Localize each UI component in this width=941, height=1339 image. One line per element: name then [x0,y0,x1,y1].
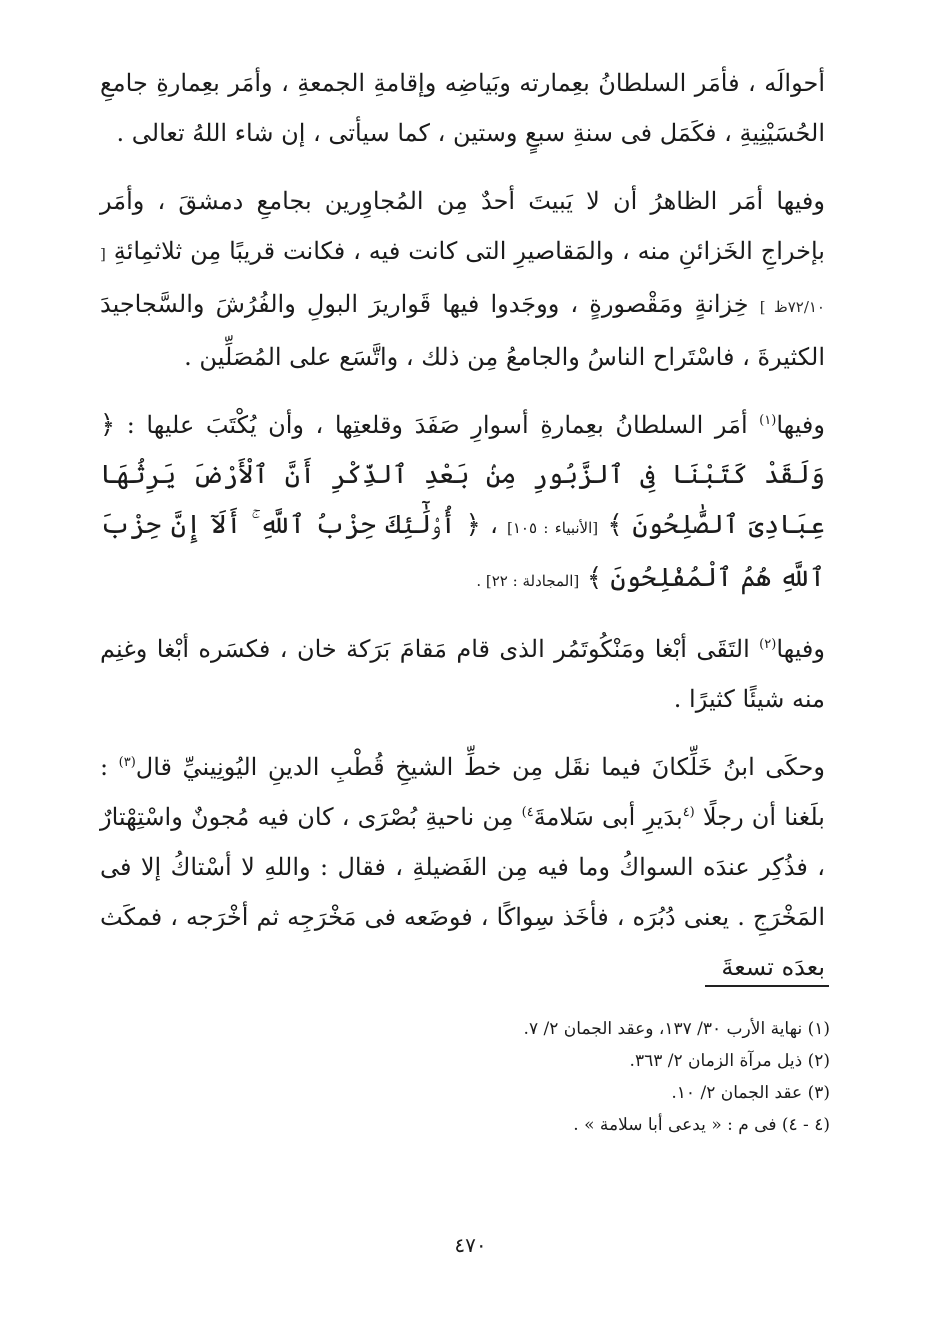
paragraph-3 [100,400,825,606]
separator: ، [490,511,498,539]
footnote-marker-4-open[interactable]: (٤ [682,805,695,820]
main-text [100,58,825,1010]
paragraph-3-text-b: أمَر السلطانُ بعِمارةِ أسوارِ صَفَدَ وقلعتِها ، وأن يُكْتَبَ عليها : [126,411,748,439]
footnote-4: (٤ - ٤) فى م : « يدعى أبا سلامة » . [573,1115,830,1135]
paragraph-4 [100,624,825,724]
paragraph-4-text-a: وفيها [776,635,825,663]
paragraph-5 [100,742,825,992]
footnote-2: (٢) ذيل مرآة الزمان ٢/ ٣٦٣. [629,1051,830,1071]
footnote-3: (٣) عقد الجمان ٢/ ١٠. [671,1083,830,1103]
paragraph-1 [100,58,825,158]
footnote-marker-4-close[interactable]: ٤) [521,805,534,820]
paragraph-2-text-a: وفيها أمَر الظاهرُ أن لا يَبيتَ أحدٌ مِن المُجاوِرين بجامعِ دمشقَ ، وأمَر بإخراجِ الخَزائنِ منه ، والمَقاصيرِ التى كانت فيه ، فكانت قريبًا مِن ثلاثمِائةِ [100,187,825,265]
paragraph-3-text-a: وفيها [776,411,825,439]
paragraph-5-text-d: مِن ناحيةِ بُصْرَى ، كان فيه مُجونٌ واسْتِهْتارٌ ، فذُكِر عندَه السواكُ وما فيه مِن الفَضيلةِ ، فقال : واللهِ لا أسْتاكُ إلا فى المَخْرَجِ . يعنى دُبُرَه ، فأخَذ سِواكًا ، فوضَعه فى مَخْرَجِه ثم أخْرَجه ، فمكَث بعدَه تسعةَ [100,803,825,981]
paragraph-2 [100,176,825,382]
footnotes [100,1013,830,1141]
footnote-marker-2[interactable]: (٢) [759,637,777,652]
quran-verse-2: ﴿ أُو۟لَٰٓئِكَ حِزْبُ ٱللَّهِ ۚ أَلَآ إِنَّ حِزْبَ ٱللَّهِ هُمُ ٱلْمُفْلِحُونَ ﴾ [100,510,825,593]
footnote-divider [705,985,829,987]
footnote-1: (١) نهاية الأرب ٣٠/ ١٣٧، وعقد الجمان ٢/ ٧. [523,1019,830,1039]
paragraph-5-text-a: وحكَى ابنُ خَلِّكانَ فيما نقَل مِن خطِّ الشيخِ قُطْبِ الدينِ اليُونِينيِّ قال [135,753,825,781]
footnote-marker-1[interactable]: (١) [759,413,777,428]
paragraph-5-text-c: بدَيرِ أبى سَلامةَ [533,803,683,831]
paragraph-1-text: أحوالَه ، فأمَر السلطانُ بعِمارته وبَياضِه وإقامةِ الجمعةِ ، وأمَر بعِمارةِ جامعِ الحُسَيْنِيةِ ، فكَمَل فى سنةِ سبعٍ وستين ، كما سيأتى ، إن شاء اللهُ تعالى . [100,69,825,147]
quran-citation-1: [الأنبياء : ١٠٥] [507,519,599,537]
footnote-marker-3[interactable]: (٣) [118,755,136,770]
manuscript-folio-ref: [ ٧٢/١٠ظ ] [100,245,825,316]
quran-verse-1: ﴿ وَلَقَدْ كَتَبْنَا فِى ٱلزَّبُورِ مِنۢ بَعْدِ ٱلذِّكْرِ أَنَّ ٱلْأَرْضَ يَرِثُهَا عِبَادِىَ ٱلصَّٰلِحُونَ ﴾ [100,410,825,540]
page-number: ٤٧٠ [454,1233,487,1257]
paragraph-4-text-b: التَقَى أبْغا ومَنْكُوتَمُر الذى قام مَقامَ بَرَكة خان ، فكسَره أبْغا وغنِم منه شيئًا كثيرًا . [100,635,825,713]
quran-citation-2: [المجادلة : ٢٢] . [476,572,580,590]
paragraph-2-text-b: خِزانةٍ ومَقْصورةٍ ، ووجَدوا فيها قَواريرَ البولِ والفُرُشَ والسَّجاجيدَ الكثيرةَ ، فاسْتَراح الناسُ والجامعُ مِن ذلك ، واتَّسَع على المُصَلِّين . [100,290,825,371]
paragraph-5-text-b: : بلَغنا أن رجلًا [100,753,825,831]
